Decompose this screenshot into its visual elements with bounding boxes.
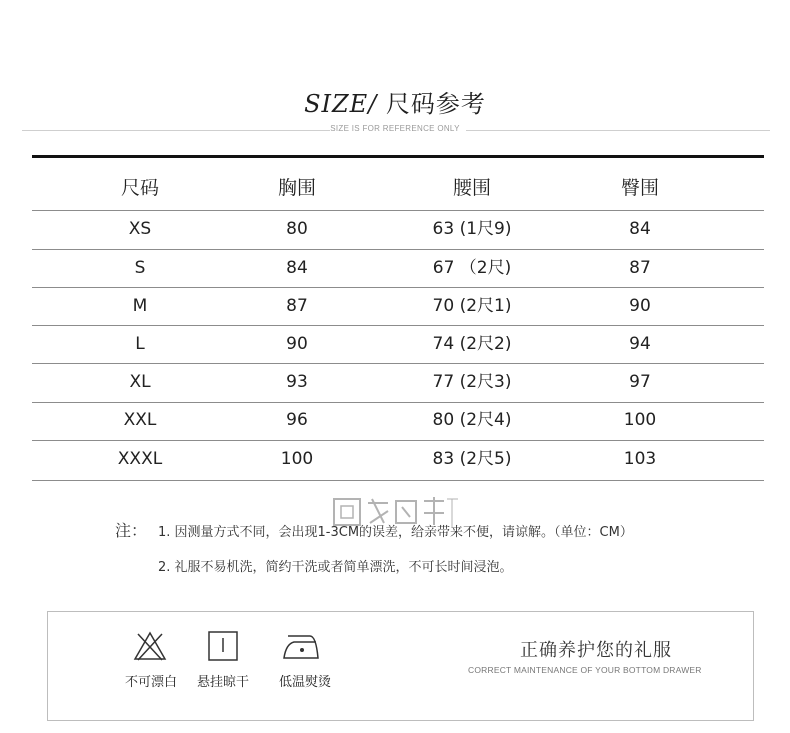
- table-row-divider: [32, 210, 764, 211]
- no-bleach-icon: [132, 630, 168, 666]
- care-subtitle: CORRECT MAINTENANCE OF YOUR BOTTOM DRAWER: [468, 665, 702, 675]
- table-header-cell: 胸围: [277, 177, 316, 199]
- table-cell: 80 (2尺4): [432, 410, 512, 430]
- table-cell: XL: [129, 372, 151, 392]
- table-cell: 77 (2尺3): [432, 372, 512, 392]
- table-cell: XXXL: [117, 449, 163, 469]
- table-cell: 67 （2尺): [432, 258, 512, 278]
- table-header-cell: 尺码: [120, 177, 159, 199]
- page-subtitle: SIZE IS FOR REFERENCE ONLY: [330, 124, 460, 133]
- table-row-divider: [32, 249, 764, 250]
- table-cell: 87: [286, 296, 308, 316]
- title-en: SIZE/: [304, 90, 378, 118]
- table-row-divider: [32, 287, 764, 288]
- notes-label: 注：: [115, 521, 148, 540]
- table-cell: 74 (2尺2): [432, 334, 512, 354]
- care-label-hang-dry: 悬挂晾干: [196, 675, 249, 690]
- table-cell: 103: [623, 449, 657, 469]
- table-cell: 90: [629, 296, 651, 316]
- table-cell: S: [134, 258, 146, 278]
- table-cell: L: [135, 334, 145, 354]
- table-cell: 90: [286, 334, 308, 354]
- table-header-cell: 臀围: [620, 177, 659, 199]
- table-cell: 87: [629, 258, 651, 278]
- page-title: [0, 84, 790, 119]
- care-title: 正确养护您的礼服: [520, 640, 672, 661]
- care-label-low-iron: 低温熨烫: [278, 675, 331, 690]
- note-line-1: 1. 因测量方式不同，会出现1-3CM的误差，给亲带来不便，请谅解。（单位：CM）: [158, 525, 633, 540]
- table-top-rule: [32, 155, 764, 158]
- table-cell: 94: [629, 334, 651, 354]
- table-cell: 100: [280, 449, 314, 469]
- table-cell: XS: [128, 219, 152, 239]
- table-row-divider: [32, 402, 764, 403]
- table-cell: 80: [286, 219, 308, 239]
- table-cell: 96: [286, 410, 308, 430]
- table-cell: 100: [623, 410, 657, 430]
- table-row-divider: [32, 363, 764, 364]
- table-cell: 63 (1尺9): [432, 219, 512, 239]
- table-row-divider: [32, 480, 764, 481]
- table-cell: 97: [629, 372, 651, 392]
- table-row-divider: [32, 440, 764, 441]
- table-cell: M: [132, 296, 148, 316]
- title-cn: 尺码参考: [385, 90, 486, 118]
- table-cell: 84: [629, 219, 651, 239]
- table-cell: 83 (2尺5): [432, 449, 512, 469]
- table-cell: 84: [286, 258, 308, 278]
- care-label-no-bleach: 不可漂白: [124, 675, 177, 690]
- hang-dry-icon: [207, 630, 239, 666]
- table-row-divider: [32, 325, 764, 326]
- note-line-2: 2. 礼服不易机洗，简约干洗或者简单漂洗，不可长时间浸泡。: [158, 560, 513, 575]
- table-header-cell: 腰围: [452, 177, 491, 199]
- table-cell: 93: [286, 372, 308, 392]
- table-cell: XXL: [123, 410, 157, 430]
- low-iron-icon: [280, 630, 324, 666]
- table-cell: 70 (2尺1): [432, 296, 512, 316]
